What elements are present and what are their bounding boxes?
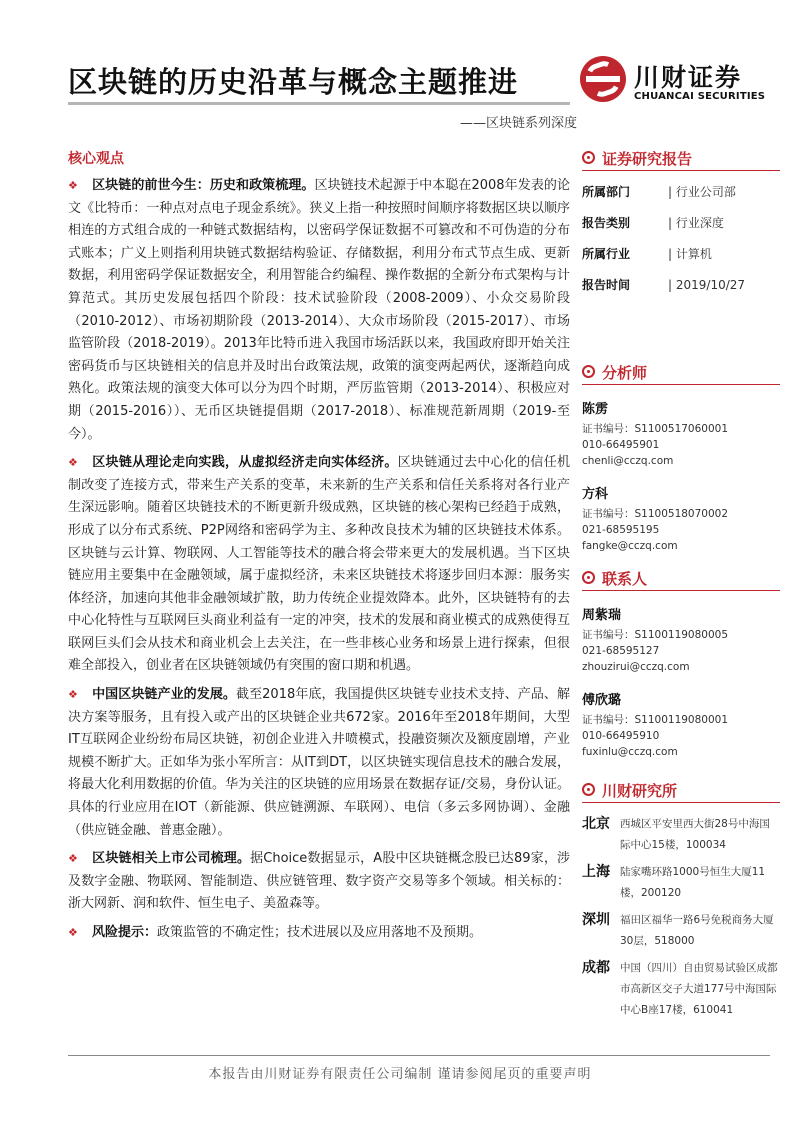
office-item (582, 862, 782, 904)
info-row (582, 207, 782, 238)
contact-card (582, 604, 782, 675)
contact-title: 联系人 (602, 570, 648, 588)
info-value: | 2019/10/27 (668, 277, 746, 292)
contact-header (582, 568, 782, 588)
logo-emblem-icon (580, 56, 626, 102)
company-logo (580, 56, 780, 106)
target-icon (582, 783, 595, 796)
diamond-bullet-icon: ❖ (68, 926, 78, 939)
person-cert: 证书编号：S1100119080005 (582, 629, 729, 641)
section-divider (582, 170, 780, 171)
info-row (582, 269, 782, 300)
paragraph-lead: 风险提示： (92, 925, 158, 940)
office-city: 北京 (582, 816, 610, 832)
paragraph-body: 据Choice数据显示，A股中区块链概念股已达89家，涉及数字金融、物联网、智能制造、供应链管理、数字资产交易等多个领域。相关标的：浙大网新、润和软件、恒生电子、美盈森等。 (68, 851, 570, 912)
person-name: 方科 (582, 487, 609, 502)
paragraph-lead: 区块链的前世今生：历史和政策梳理。 (92, 178, 315, 193)
info-value: | 行业公司部 (668, 185, 736, 199)
institute-title: 川财研究所 (602, 782, 678, 800)
office-address: 福田区福华一路6号免税商务大厦30层，518000 (620, 914, 774, 947)
analyst-card (582, 398, 782, 469)
info-value: | 行业深度 (668, 216, 724, 230)
person-name: 陈雳 (582, 402, 609, 417)
diamond-bullet-icon: ❖ (68, 179, 78, 192)
core-view-paragraph (68, 684, 570, 842)
person-email[interactable]: zhouzirui@cczq.com (582, 661, 690, 673)
report-info-title: 证券研究报告 (602, 150, 693, 168)
paragraph-lead: 区块链相关上市公司梳理。 (92, 851, 251, 867)
person-name: 傅欣璐 (582, 693, 622, 708)
info-row (582, 238, 782, 269)
person-phone: 021-68595195 (582, 524, 660, 536)
core-view-paragraph (68, 848, 570, 916)
info-key: 所属行业 (582, 247, 631, 261)
person-name: 周紫瑞 (582, 608, 622, 623)
diamond-bullet-icon: ❖ (68, 852, 78, 866)
section-divider (582, 802, 780, 803)
footer-disclaimer: 本报告由川财证券有限责任公司编制 谨请参阅尾页的重要声明 (208, 1067, 592, 1082)
report-subtitle: ——区块链系列深度 (460, 116, 578, 131)
sidebar (582, 148, 782, 1027)
office-item (582, 814, 782, 856)
paragraph-body: 区块链技术起源于中本聪在2008年发表的论文《比特币：一种点对点电子现金系统》。狭义上指一种按照时间顺序将数据区块以顺序相连的方式组合成的一种链式数据结构，以密码学保证数据不可篡改和不可伪造的分布式账本；广义上则指利用块链式数据结构验证、存储数据，利用分布式节点生成、更新数据，利用密码学保证数据安全，利用智能合约编程、操作数据的全新分布式架构与计算范式。其历史发展包括四个阶段：技术试验阶段（2008-2009）、小众交易阶段（2010-2012）、市场初期阶段（2013-2014）、大众市场阶段（2015-2017）、市场监管阶段（2018-2019）。2013年比特币进入我国市场活跃以来，我国政府即开始关注密码货币与区块链相关的信息并及时出台政策法规，政策的演变两起两伏，逐渐趋向成熟化。政策法规的演变大体可以分为四个时期，严厉监管期（2013-2014）、积极应对期（2015-2016））、无币区块链提倡期（2017-2018）、标准规范新周期（2019-至今）。 (68, 178, 570, 442)
report-info-header (582, 148, 782, 168)
office-list (582, 814, 782, 1021)
core-views-section (68, 148, 570, 951)
info-value: | 计算机 (668, 247, 712, 261)
footer-divider (68, 1055, 770, 1056)
target-icon (582, 571, 595, 584)
office-item (582, 958, 782, 1021)
core-view-paragraph (68, 452, 570, 678)
office-city: 成都 (582, 960, 610, 976)
paragraph-body: 区块链通过去中心化的信任机制改变了连接方式，带来生产关系的变革，未来新的生产关系和信任关系将对各行业产生深远影响。随着区块链技术的不断更新升级成熟，区块链的核心架构已经趋于成熟，形成了以分布式系统、P2P网络和密码学为主、多种改良技术为辅的区块链技术体系。区块链与云计算、物联网、人工智能等技术的融合将会带来更大的发展机遇。当下区块链应用主要集中在金融领域，属于虚拟经济，未来区块链技术将逐步回归本源：服务实体经济，加速向其他非金融领域扩散，助力传统企业提效降本。此外，区块链特有的去中心化特性与互联网巨头商业利益有一定的冲突，技术的发展和商业模式的成熟使得互联网巨头们会从技术和商业机会上去关注，在一些非核心业务和场景上进行探索，但很难全部投入，创业者在区块链领域仍有突围的窗口期和机遇。 (68, 455, 570, 674)
person-phone: 010-66495910 (582, 730, 660, 742)
office-city: 上海 (582, 864, 610, 880)
office-item (582, 910, 782, 952)
section-divider (582, 590, 780, 591)
section-divider (582, 384, 780, 385)
logo-company-name-en: CHUANCAI SECURITIES (634, 91, 766, 102)
info-row (582, 176, 782, 207)
office-address: 陆家嘴环路1000号恒生大厦11楼，200120 (620, 866, 766, 899)
person-cert: 证书编号：S1100517060001 (582, 423, 729, 435)
office-address: 西城区平安里西大街28号中海国际中心15楼，100034 (620, 818, 770, 851)
person-phone: 021-68595127 (582, 645, 660, 657)
report-title: 区块链的历史沿革与概念主题推进 (68, 65, 519, 99)
contact-card (582, 689, 782, 760)
office-city: 深圳 (582, 912, 610, 928)
target-icon (582, 151, 595, 164)
analyst-header (582, 362, 782, 382)
title-underline (68, 102, 570, 105)
info-key: 所属部门 (582, 185, 631, 199)
person-email[interactable]: fangke@cczq.com (582, 540, 678, 552)
person-email[interactable]: chenli@cczq.com (582, 455, 674, 467)
person-cert: 证书编号：S1100119080001 (582, 714, 729, 726)
paragraph-body: 政策监管的不确定性；技术进展以及应用落地不及预期。 (157, 925, 483, 940)
diamond-bullet-icon: ❖ (68, 456, 78, 470)
core-view-paragraph (68, 922, 570, 945)
core-view-paragraph (68, 175, 570, 446)
paragraph-body: 截至2018年底，我国提供区块链专业技术支持、产品、解决方案等服务，且有投入或产出的区块链企业共672家。2016年至2018年期间，大型IT互联网企业纷纷布局区块链，初创企业进入井喷模式，投融资频次及额度剧增，产业规模不断扩大。正如华为张小军所言：从IT到DT，以区块链实现信息技术的融合发展，将最大化利用数据的价值。华为关注的区块链的应用场景在数据存证/交易，身份认证。具体的行业应用在IOT（新能源、供应链溯源、车联网）、电信（多云多网协调）、金融（供应链金融、普惠金融）。 (68, 687, 570, 838)
analyst-title: 分析师 (602, 364, 648, 382)
office-address: 中国（四川）自由贸易试验区成都市高新区交子大道177号中海国际中心B座17楼，610041 (620, 962, 778, 1016)
info-key: 报告类别 (582, 216, 631, 230)
target-icon (582, 365, 595, 378)
logo-company-name: 川财证券 (634, 63, 743, 92)
analyst-card (582, 483, 782, 554)
person-phone: 010-66495901 (582, 439, 660, 451)
person-email[interactable]: fuxinlu@cczq.com (582, 746, 678, 758)
paragraph-lead: 中国区块链产业的发展。 (92, 687, 236, 703)
info-key: 报告时间 (582, 278, 631, 292)
person-cert: 证书编号：S1100518070002 (582, 508, 729, 520)
core-views-label: 核心观点 (68, 151, 124, 167)
institute-header (582, 780, 782, 800)
diamond-bullet-icon: ❖ (68, 688, 78, 702)
paragraph-lead: 区块链从理论走向实践，从虚拟经济走向实体经济。 (92, 455, 398, 471)
